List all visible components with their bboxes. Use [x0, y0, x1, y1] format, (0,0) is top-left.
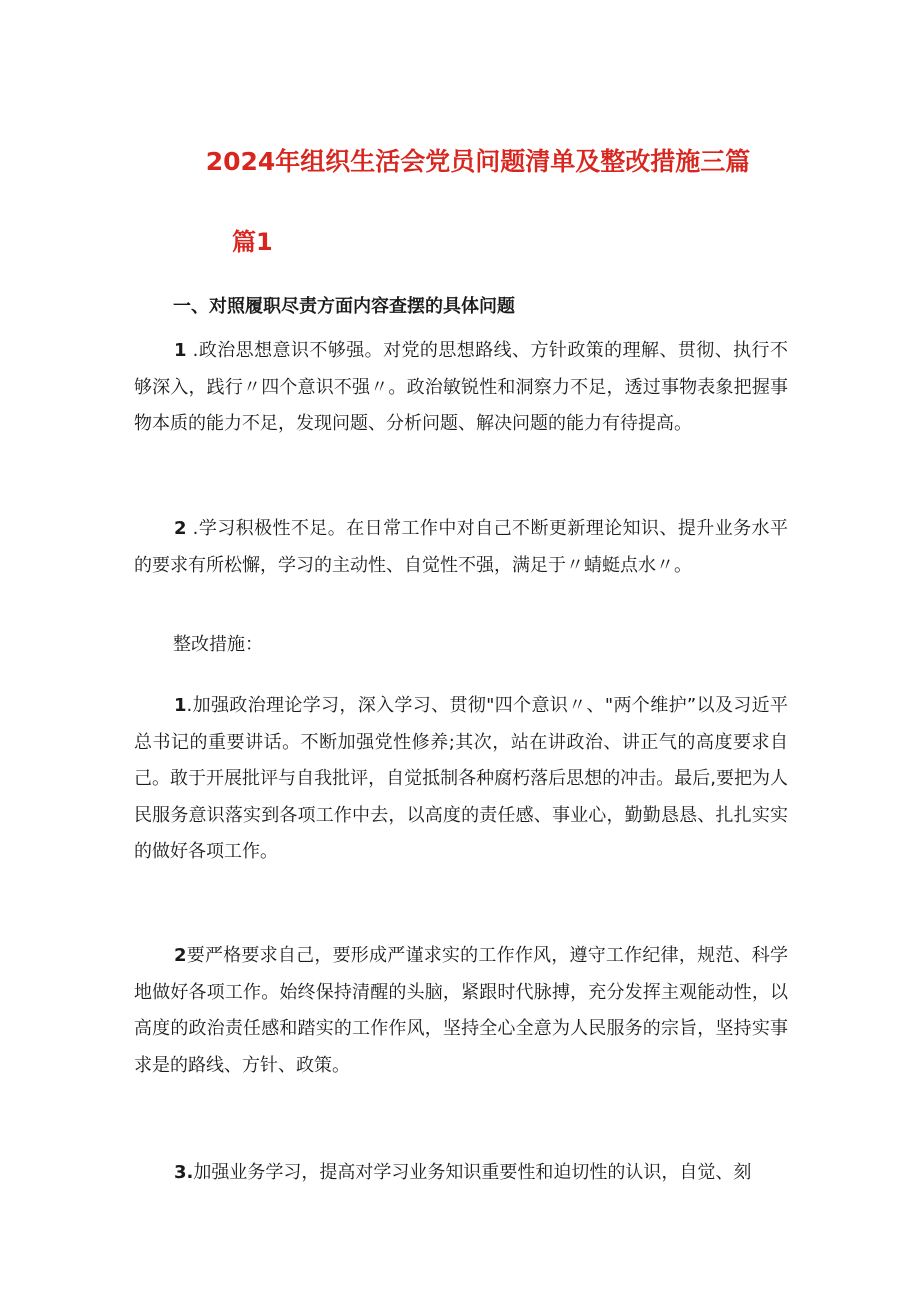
problem-paragraph-1: [134, 333, 788, 443]
measure-text: 要严格要求自己，要形成严谨求实的工作作风，遵守工作纪律，规范、科学地做好各项工作。始终保持清醒的头脑，紧跟时代脉搏，充分发挥主观能动性，以高度的政治责任感和踏实的工作作风，坚持全心全意为人民服务的宗旨，坚持实事求是的路线、方针、政策。: [134, 945, 788, 1076]
problem-number: 2: [174, 518, 187, 539]
problem-text: .学习积极性不足。在日常工作中对自己不断更新理论知识、提升业务水平的要求有所松懈，学习的主动性、自觉性不强，满足于〃蜻蜓点水〃。: [134, 518, 788, 576]
document-title: [0, 142, 920, 178]
problem-number: 1: [174, 340, 187, 361]
measure-number: 2: [174, 945, 187, 966]
measure-text: 加强业务学习，提高对学习业务知识重要性和迫切性的认识，自觉、刻: [193, 1162, 752, 1183]
measure-number: 3.: [174, 1162, 194, 1183]
measure-paragraph-3: [134, 1155, 788, 1192]
measures-label: 整改措施：: [173, 634, 263, 655]
problem-text: .政治思想意识不够强。对党的思想路线、方针政策的理解、贯彻、执行不够深入，践行〃四个意识不强〃。政治敏锐性和洞察力不足，透过事物表象把握事物本质的能力不足，发现问题、分析问题、解决问题的能力有待提高。: [134, 340, 788, 434]
document-title-text: 2024年组织生活会党员问题清单及整改措施三篇: [205, 147, 751, 176]
measure-number: 1: [174, 695, 187, 716]
measure-text: .加强政治理论学习，深入学习、贯彻"四个意识〃、"两个维护”以及习近平总书记的重要讲话。不断加强党性修养;其次，站在讲政治、讲正气的高度要求自己。敢于开展批评与自我批评，自觉抵制各种腐朽落后思想的冲击。最后,要把为人民服务意识落实到各项工作中去，以高度的责任感、事业心，勤勤恳恳、扎扎实实的做好各项工作。: [134, 695, 788, 862]
section-title: 篇1: [232, 228, 273, 256]
problem-paragraph-2: [134, 511, 788, 584]
measure-paragraph-2: [134, 938, 788, 1084]
section-heading: 一、对照履职尽责方面内容查摆的具体问题: [173, 296, 515, 317]
measure-paragraph-1: [134, 688, 788, 871]
